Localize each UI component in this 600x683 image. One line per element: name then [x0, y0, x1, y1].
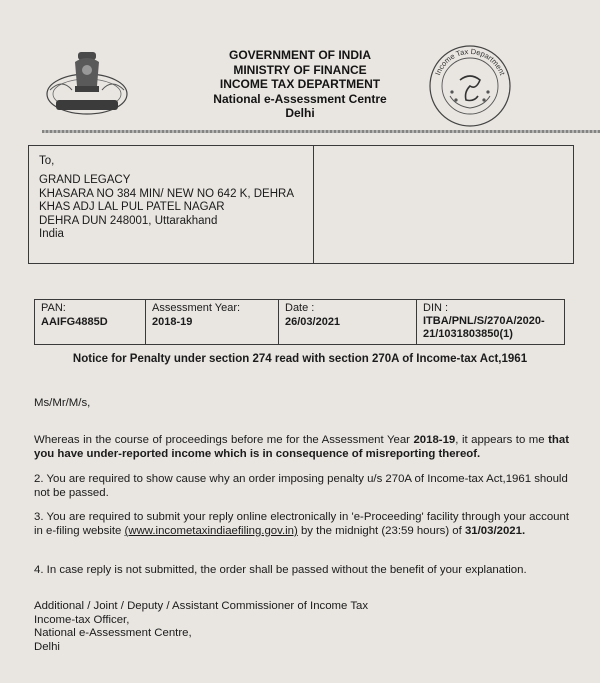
- signature-line-1: Additional / Joint / Deputy / Assistant Commissioner of Income Tax: [34, 600, 369, 612]
- recipient-name: GRAND LEGACY: [39, 174, 131, 187]
- salutation: Ms/Mr/M/s,: [34, 397, 91, 409]
- assessment-year-cell: [146, 300, 279, 344]
- pan-label: PAN:: [41, 302, 66, 314]
- letterhead-line-5: Delhi: [285, 106, 315, 120]
- address-country: India: [39, 228, 64, 241]
- paragraph-1-start: Whereas in the course of proceedings before me for the Assessment Year: [34, 434, 414, 447]
- paragraph-4: 4. In case reply is not submitted, the order shall be passed without the benefit of your explanation.: [34, 564, 527, 577]
- din-cell: [417, 300, 564, 344]
- address-line-3: DEHRA DUN 248001, Uttarakhand: [39, 214, 218, 227]
- date-label: Date :: [285, 302, 315, 314]
- letterhead-line-2: MINISTRY OF FINANCE: [233, 62, 367, 77]
- signature-line-3: National e-Assessment Centre,: [34, 627, 192, 640]
- pan-cell: [35, 300, 146, 344]
- efiling-website-link[interactable]: (www.incometaxindiaefiling.gov.in): [124, 524, 298, 537]
- national-emblem-icon: [42, 40, 132, 120]
- letterhead-line-3: INCOME TAX DEPARTMENT: [219, 77, 381, 91]
- paragraph-1-finding: that you have under-reported income which is in consequence of misreporting thereof.: [34, 434, 570, 460]
- address-box: [28, 145, 574, 264]
- address-line-2: KHAS ADJ LAL PUL PATEL NAGAR: [39, 201, 225, 214]
- reply-deadline-date: 31/03/2021: [464, 524, 522, 537]
- date-value: 26/03/2021: [285, 316, 341, 328]
- recipient-address: [39, 155, 294, 241]
- address-box-divider: [313, 146, 314, 263]
- din-value-line-2: 21/1031803850(1): [423, 328, 513, 340]
- din-value-line-1: ITBA/PNL/S/270A/2020-: [423, 315, 545, 327]
- address-to: To,: [39, 155, 55, 167]
- paragraph-3-middle: by the midnight (23:59 hours) of: [297, 524, 465, 537]
- din-label: DIN :: [423, 302, 449, 314]
- letterhead-line-1: GOVERNMENT OF INDIA: [228, 48, 371, 62]
- paragraph-1: [34, 434, 569, 461]
- paragraph-3-start: 3. You are required to submit your reply online electronically in 'e-Proceeding' facility through your account in e-filing website: [34, 511, 569, 537]
- letterhead-line-4: National e-Assessment Centre: [213, 91, 387, 106]
- paragraph-1-year: 2018-19: [413, 434, 456, 447]
- signature-block: [34, 600, 368, 654]
- notice-title: Notice for Penalty under section 274 read with section 270A of Income-tax Act,1961: [72, 353, 528, 365]
- svg-text:Income Tax Department: [433, 47, 507, 77]
- notice-info-table: [34, 299, 565, 345]
- assessment-year-value: 2018-19: [152, 316, 193, 328]
- seal-arc-text: Income Tax Department: [433, 46, 507, 77]
- address-line-1: KHASARA NO 384 MIN/ NEW NO 642 K, DEHRA: [39, 187, 294, 200]
- header-divider: [42, 130, 600, 133]
- letterhead: [150, 48, 450, 121]
- pan-value: AAIFG4885D: [41, 316, 108, 328]
- paragraph-3: [34, 511, 569, 538]
- paragraph-3-end: .: [521, 524, 526, 537]
- paragraph-2: 2. You are required to show cause why an order imposing penalty u/s 270A of Income-tax Act,1961 should not be passed.: [34, 473, 568, 499]
- assessment-year-label: Assessment Year:: [152, 302, 241, 314]
- signature-line-4: Delhi: [34, 640, 60, 653]
- paragraph-1-middle: , it appears to me: [455, 434, 549, 447]
- date-cell: [279, 300, 417, 344]
- signature-line-2: Income-tax Officer,: [34, 613, 130, 626]
- income-tax-department-seal-icon: [426, 42, 514, 130]
